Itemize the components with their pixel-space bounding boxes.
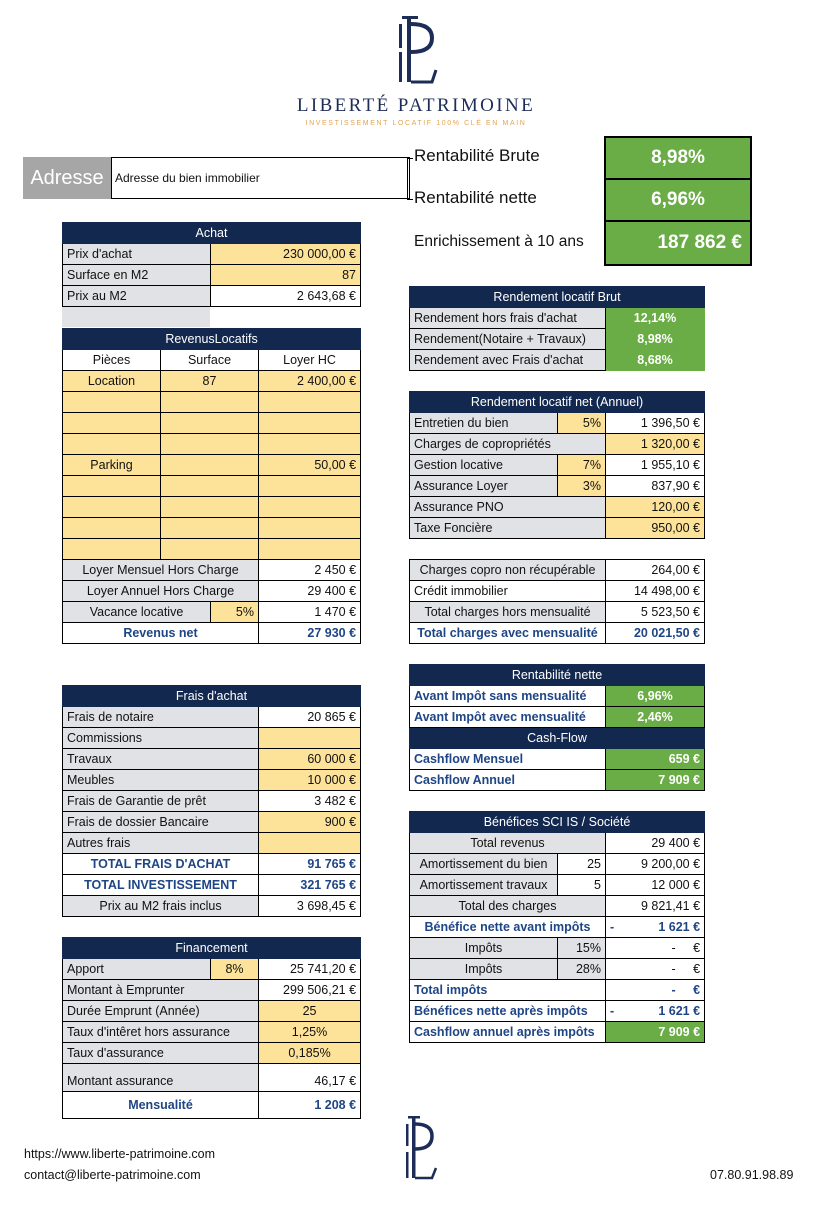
loyer-annuel-label: Loyer Annuel Hors Charge [63,581,259,602]
piece-input[interactable] [63,434,161,455]
email-link[interactable]: contact@liberte-patrimoine.com [24,1168,201,1182]
benefices-table [409,811,705,1043]
piece-input[interactable] [63,392,161,413]
spacer-block [62,307,210,327]
gestion-pct-input[interactable]: 7% [558,455,606,476]
mensualite-value: 1 208 € [259,1092,361,1119]
amort-travaux-value: 12 000 € [606,875,705,896]
apport-pct-input[interactable]: 8% [211,959,259,980]
rendement-label: Rendement(Notaire + Travaux) [410,329,606,350]
loyer-mensuel-label: Loyer Mensuel Hors Charge [63,560,259,581]
charges-value: 264,00 € [606,560,705,581]
rentabilite-nette-table [409,664,705,791]
cashflow-apres-label: Cashflow annuel après impôts [410,1022,606,1043]
prix-achat-input[interactable]: 230 000,00 € [211,244,361,265]
table-row [63,539,361,560]
piece-input[interactable] [63,476,161,497]
benef-apres-value [606,1001,705,1022]
table-row [63,371,361,392]
taxe-label: Taxe Foncière [410,518,606,539]
loyer-input[interactable] [259,539,361,560]
dossier-input[interactable]: 900 € [259,812,361,833]
impots-pct: 15% [558,938,606,959]
loyer-input[interactable] [259,518,361,539]
frais-label: Travaux [63,749,259,770]
charges-label: Total charges hors mensualité [410,602,606,623]
achat-label: Prix d'achat [63,244,211,265]
phone-number[interactable]: 07.80.91.98.89 [710,1168,794,1182]
brand-tagline: INVESTISSEMENT LOCATIF 100% CLÉ EN MAIN [305,120,527,127]
impots-label: Impôts [410,959,558,980]
achat-title: Achat [63,223,361,244]
montant-value: 299 506,21 € [259,980,361,1001]
montant-assurance-label: Montant assurance [63,1064,259,1092]
rendement-label: Rendement hors frais d'achat [410,308,606,329]
surface-input[interactable]: 87 [161,371,259,392]
total-revenus-label: Total revenus [410,833,606,854]
benefices-title: Bénéfices SCI IS / Société [410,812,705,833]
vacance-value: 1 470 € [259,602,361,623]
benef-apres-amount: 1 621 € [658,1004,701,1018]
assurance-loyer-pct-input[interactable]: 3% [558,476,606,497]
travaux-input[interactable]: 60 000 € [259,749,361,770]
footer-logo-icon [398,1114,442,1182]
cashflow-apres-value: 7 909 € [606,1022,705,1043]
col-header-surface: Surface [161,350,259,371]
loyer-input[interactable]: 50,00 € [259,455,361,476]
rentabilite-nette-title: Rentabilité nette [410,665,705,686]
total-invest-value: 321 765 € [259,875,361,896]
taux-input[interactable]: 1,25% [259,1022,361,1043]
table-row [63,476,361,497]
piece-input[interactable] [63,539,161,560]
revenus-net-label: Revenus net [63,623,259,644]
garantie-value: 3 482 € [259,791,361,812]
benef-avant-value [606,917,705,938]
charges-value: 20 021,50 € [606,623,705,644]
apport-value: 25 741,20 € [259,959,361,980]
total-charges-label: Total des charges [410,896,606,917]
total-charges-value: 9 821,41 € [606,896,705,917]
kpi-bracket [407,158,413,200]
loyer-mensuel-value: 2 450 € [259,560,361,581]
rendement-value: 12,14% [606,308,705,329]
total-frais-value: 91 765 € [259,854,361,875]
assurance-loyer-label: Assurance Loyer [410,476,558,497]
taux-assurance-input[interactable]: 0,185% [259,1043,361,1064]
surface-input[interactable] [161,518,259,539]
rendement-net-table [409,391,705,539]
surface-input[interactable] [161,413,259,434]
surface-input[interactable] [161,455,259,476]
address-label: Adresse [23,157,111,199]
brand-name: LIBERTÉ PATRIMOINE [296,95,536,116]
taux-assurance-label: Taux d'assurance [63,1043,259,1064]
frais-notaire-value: 20 865 € [259,707,361,728]
revenus-table [62,328,361,644]
piece-input[interactable] [63,497,161,518]
assurance-loyer-value: 837,90 € [606,476,705,497]
surface-input[interactable] [161,392,259,413]
rendement-value: 8,98% [606,329,705,350]
entretien-label: Entretien du bien [410,413,558,434]
rendement-value: 8,68% [606,350,705,371]
montant-assurance-value: 46,17 € [259,1064,361,1092]
surface-input[interactable]: 87 [211,265,361,286]
kpi-box [604,136,752,266]
col-header-loyer: Loyer HC [259,350,361,371]
frais-label: Meubles [63,770,259,791]
charges-label: Total charges avec mensualité [410,623,606,644]
table-row [63,413,361,434]
rentabilite-value: 2,46% [606,707,705,728]
frais-table [62,685,361,917]
achat-table [62,222,361,307]
rentabilite-value: 6,96% [606,686,705,707]
frais-label: Autres frais [63,833,259,854]
vacance-label: Vacance locative [63,602,211,623]
frais-title: Frais d'achat [63,686,361,707]
col-header-pieces: Pièces [63,350,161,371]
rendement-net-title: Rendement locatif net (Annuel) [410,392,705,413]
piece-input[interactable] [63,518,161,539]
financement-title: Financement [63,938,361,959]
amort-bien-label: Amortissement du bien [410,854,558,875]
rentabilite-label: Avant Impôt avec mensualité [410,707,606,728]
mensualite-label: Mensualité [63,1092,259,1119]
loyer-input[interactable] [259,434,361,455]
amort-travaux-years: 5 [558,875,606,896]
benef-apres-label: Bénéfices nette après impôts [410,1001,606,1022]
pno-label: Assurance PNO [410,497,606,518]
piece-input[interactable]: Parking [63,455,161,476]
negative-sign: - [610,1004,615,1018]
commissions-input[interactable] [259,728,361,749]
table-row [63,455,361,476]
table-row [63,497,361,518]
table-row [63,518,361,539]
impots-value: - € [606,938,705,959]
revenus-net-value: 27 930 € [259,623,361,644]
website-link[interactable]: https://www.liberte-patrimoine.com [24,1147,216,1161]
cashflow-label: Cashflow Annuel [410,770,606,791]
charges-label: Charges copro non récupérable [410,560,606,581]
frais-label: Frais de notaire [63,707,259,728]
impots-pct: 28% [558,959,606,980]
total-frais-label: TOTAL FRAIS D'ACHAT [63,854,259,875]
surface-input[interactable] [161,476,259,497]
pno-input[interactable]: 120,00 € [606,497,705,518]
total-invest-label: TOTAL INVESTISSEMENT [63,875,259,896]
taux-label: Taux d'intêret hors assurance [63,1022,259,1043]
frais-label: Frais de dossier Bancaire [63,812,259,833]
frais-label: Frais de Garantie de prêt [63,791,259,812]
copro-input[interactable]: 1 320,00 € [606,434,705,455]
rendement-brut-table [409,286,705,371]
surface-input[interactable] [161,434,259,455]
achat-label: Surface en M2 [63,265,211,286]
gestion-label: Gestion locative [410,455,558,476]
duree-label: Durée Emprunt (Année) [63,1001,259,1022]
kpi-label-rentabilite-nette: Rentabilité nette [414,188,537,207]
copro-label: Charges de copropriétés [410,434,606,455]
prix-m2-frais-label: Prix au M2 frais inclus [63,896,259,917]
total-impots-label: Total impôts [410,980,606,1001]
kpi-label-rentabilite-brute: Rentabilité Brute [414,146,540,165]
amort-bien-years: 25 [558,854,606,875]
brand-logo-icon [388,12,444,86]
loyer-input[interactable] [259,497,361,518]
rendement-label: Rendement avec Frais d'achat [410,350,606,371]
impots-value: - € [606,959,705,980]
prix-m2-frais-value: 3 698,45 € [259,896,361,917]
kpi-value-rentabilite-brute: 8,98% [606,138,750,180]
piece-input[interactable] [63,413,161,434]
surface-input[interactable] [161,539,259,560]
rendement-brut-title: Rendement locatif Brut [410,287,705,308]
entretien-pct-input[interactable]: 5% [558,413,606,434]
meubles-input[interactable]: 10 000 € [259,770,361,791]
revenus-title: RevenusLocatifs [63,329,361,350]
cashflow-title: Cash-Flow [410,728,705,749]
frais-label: Commissions [63,728,259,749]
amort-travaux-label: Amortissement travaux [410,875,558,896]
impots-label: Impôts [410,938,558,959]
charges-value: 14 498,00 € [606,581,705,602]
cashflow-value: 7 909 € [606,770,705,791]
financement-table [62,937,361,1119]
rentabilite-label: Avant Impôt sans mensualité [410,686,606,707]
total-revenus-value: 29 400 € [606,833,705,854]
vacance-pct-input[interactable]: 5% [211,602,259,623]
loyer-input[interactable]: 2 400,00 € [259,371,361,392]
benef-avant-label: Bénéfice nette avant impôts [410,917,606,938]
piece-input[interactable]: Location [63,371,161,392]
charges-table [409,559,705,644]
table-row [63,434,361,455]
amort-bien-value: 9 200,00 € [606,854,705,875]
gestion-value: 1 955,10 € [606,455,705,476]
surface-input[interactable] [161,497,259,518]
taxe-input[interactable]: 950,00 € [606,518,705,539]
cashflow-label: Cashflow Mensuel [410,749,606,770]
charges-label: Crédit immobilier [410,581,606,602]
negative-sign: - [610,920,615,934]
loyer-input[interactable] [259,476,361,497]
duree-input[interactable]: 25 [259,1001,361,1022]
autres-frais-input[interactable] [259,833,361,854]
table-row [63,392,361,413]
loyer-annuel-value: 29 400 € [259,581,361,602]
montant-label: Montant à Emprunter [63,980,259,1001]
entretien-value: 1 396,50 € [606,413,705,434]
kpi-value-rentabilite-nette: 6,96% [606,180,750,222]
apport-label: Apport [63,959,211,980]
achat-label: Prix au M2 [63,286,211,307]
loyer-input[interactable] [259,413,361,434]
benef-avant-amount: 1 621 € [658,920,701,934]
prix-m2-value: 2 643,68 € [211,286,361,307]
cashflow-value: 659 € [606,749,705,770]
address-input[interactable]: Adresse du bien immobilier [111,157,410,199]
charges-value: 5 523,50 € [606,602,705,623]
kpi-value-enrichissement: 187 862 € [606,222,750,264]
kpi-label-enrichissement: Enrichissement à 10 ans [414,233,584,250]
total-impots-value: - € [606,980,705,1001]
loyer-input[interactable] [259,392,361,413]
